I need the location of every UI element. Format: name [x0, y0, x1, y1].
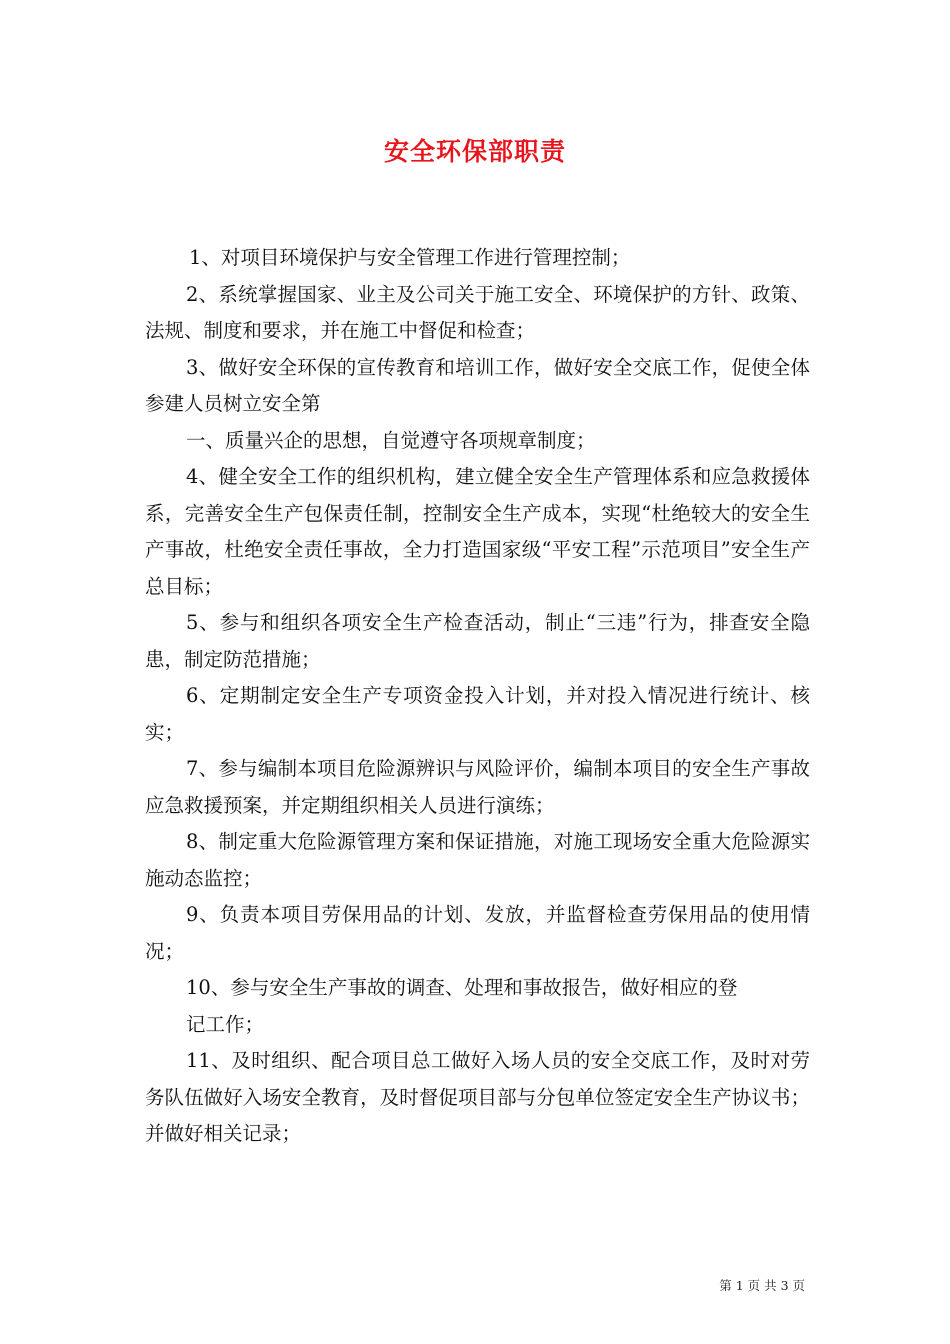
- page-number: 第 1 页 共 3 页: [719, 1278, 805, 1293]
- paragraph: 11、及时组织、配合项目总工做好入场人员的安全交底工作，及时对劳务队伍做好入场安全教育，及时督促项目部与分包单位签定安全生产协议书；并做好相关记录；: [145, 1049, 810, 1145]
- paragraph: 2、系统掌握国家、业主及公司关于施工安全、环境保护的方针、政策、法规、制度和要求，并在施工中督促和检查；: [145, 282, 810, 342]
- paragraph: 9、负责本项目劳保用品的计划、发放，并监督检查劳保用品的使用情况；: [145, 903, 810, 963]
- paragraph: 5、参与和组织各项安全生产检查活动，制止“三违”行为，排查安全隐患，制定防范措施；: [145, 611, 810, 671]
- document-body: [145, 240, 810, 1153]
- document-title: 安全环保部职责: [383, 137, 566, 166]
- paragraph: 10、参与安全生产事故的调查、处理和事故报告，做好相应的登: [186, 976, 738, 999]
- paragraph: 4、健全安全工作的组织机构，建立健全安全生产管理体系和应急救援体系，完善安全生产包保责任制，控制安全生产成本，实现“杜绝较大的安全生产事故，杜绝安全责任事故，全力打造国家级“平安工程”示范项目”安全生产总目标；: [145, 465, 810, 598]
- paragraph: 7、参与编制本项目危险源辨识与风险评价，编制本项目的安全生产事故应急救援预案，并定期组织相关人员进行演练；: [145, 757, 810, 817]
- paragraph: 8、制定重大危险源管理方案和保证措施，对施工现场安全重大危险源实施动态监控；: [145, 830, 810, 890]
- paragraph: 3、做好安全环保的宣传教育和培训工作，做好安全交底工作，促使全体参建人员树立安全第: [145, 355, 810, 415]
- paragraph: 6、定期制定安全生产专项资金投入计划，并对投入情况进行统计、核实；: [145, 684, 810, 744]
- paragraph: 一、质量兴企的思想，自觉遵守各项规章制度；: [186, 428, 596, 452]
- paragraph: 1、对项目环境保护与安全管理工作进行管理控制；: [189, 246, 631, 269]
- paragraph: 记工作；: [186, 1012, 265, 1036]
